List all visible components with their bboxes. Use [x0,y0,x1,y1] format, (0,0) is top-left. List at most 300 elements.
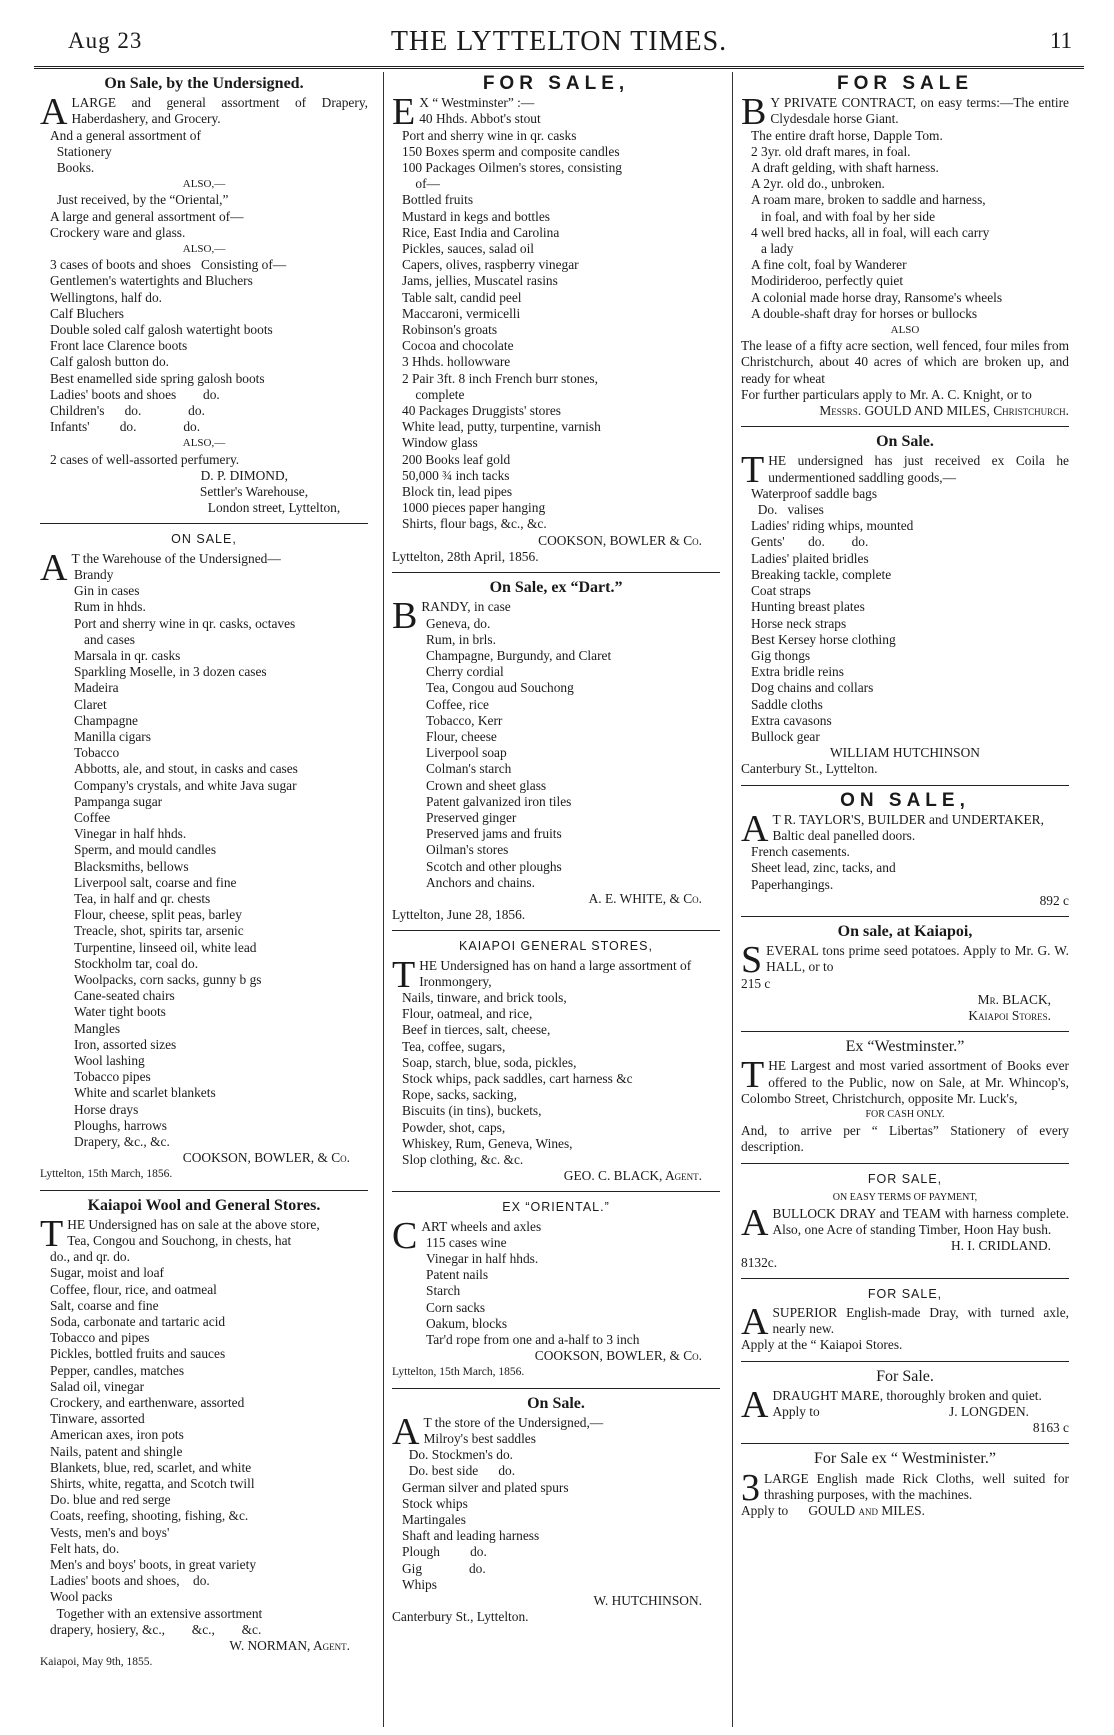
list-item: Double soled calf galosh watertight boots [50,322,273,338]
ad-lines [40,1233,368,1638]
ad-dray [741,1286,1069,1354]
list-item: Pepper, candles, matches [50,1362,185,1378]
list-item: Mangles [74,1020,121,1036]
list-item: Sperm, and mould candles [74,842,217,858]
list-item: Port and sherry wine in qr. casks, octaves [74,615,296,631]
list-item: Vests, men's and boys' [50,1524,170,1540]
list-item: ALSO,— [182,178,226,191]
list-item: Sparkling Moselle, in 3 dozen cases [74,664,267,680]
list-item: Gin in cases [74,583,140,599]
ad-bullock-dray [741,1171,1069,1271]
ad-heading: For Sale. [876,1367,934,1385]
column-2 [392,74,720,1625]
list-item: Water tight boots [74,1004,166,1020]
ad-seed-potatoes [741,924,1069,1024]
ad-lines [741,128,1069,322]
list-item: Do. best side do. [402,1463,516,1479]
list-item: Extra bridle reins [751,664,844,680]
drop-cap: A [40,546,68,589]
ad-heading: Ex “Westminster.” [845,1038,965,1056]
list-item: Calf Bluchers [50,305,125,321]
drop-cap: B [392,595,418,638]
ad-intro: HE undersigned has just received ex Coila he undermentioned saddling goods,— [768,453,1069,485]
ad-hutchinson-saddles [392,1396,720,1626]
ad-heading: On sale, at Kaiapoi, [837,922,973,940]
ad-date: Lyttelton, 15th March, 1856. [40,1168,173,1181]
drop-cap: A [741,807,769,850]
list-item: Wellingtons, half do. [50,289,162,305]
list-item: Salt, coarse and fine [50,1297,159,1313]
ad-line: Apply at the “ Kaiapoi Stores. [741,1337,903,1353]
ad-cookson-warehouse [40,531,368,1182]
ad-heading: On Sale. [527,1394,585,1412]
list-item: Robinson's groats [402,322,498,338]
list-item: Felt hats, do. [50,1540,120,1556]
list-item: Pickles, bottled fruits and sauces [50,1346,226,1362]
list-item: Mustard in kegs and bottles [402,208,551,224]
ad-heading: FOR SALE, [867,1286,943,1301]
list-item: Preserved ginger [426,809,517,825]
ad-lines [40,567,368,1150]
list-item: Coffee, rice [426,696,489,712]
list-item: Geneva, do. [426,615,491,631]
list-item: 2 cases of well-assorted perfumery. [50,451,240,467]
list-item: Plough do. [402,1544,487,1560]
list-item: Coats, reefing, shooting, fishing, &c. [50,1508,249,1524]
list-item: Books. [50,160,95,176]
list-item: Wool packs [50,1589,113,1605]
list-item: Corn sacks [426,1299,486,1315]
list-item: French casements. [751,844,850,860]
ad-heading: ON SALE, [171,532,237,547]
list-item: 50,000 ¾ inch tacks [402,467,510,483]
list-item: Stock whips [402,1495,468,1511]
list-item: Tea, in half and qr. chests [74,890,211,906]
ad-signature: WILLIAM HUTCHINSON [830,745,980,761]
ad-heading: On Sale. [876,433,934,451]
list-item: a lady [751,241,794,257]
ad-paragraph: The lease of a fifty acre section, well fenced, four miles from Christchurch, about 40 acres of which are broken up, and ready for wheat [741,338,1069,386]
ad-heading: On Sale, by the Undersigned. [104,75,304,92]
list-item: Port and sherry wine in qr. casks [402,127,577,143]
drop-cap: A [741,1202,769,1244]
list-item: Whiskey, Rum, Geneva, Wines, [402,1135,573,1151]
ad-signature: J. LONGDEN. [949,1404,1029,1420]
list-item: Ploughs, harrows [74,1117,167,1133]
ad-saddling-goods [741,434,1069,777]
list-item: Tobacco, Kerr [426,712,503,728]
ad-private-contract [741,73,1069,419]
ad-date: Lyttelton, June 28, 1856. [392,907,526,923]
list-item: Marsala in qr. casks [74,647,181,663]
list-item: Flour, oatmeal, and rice, [402,1006,533,1022]
ad-westminster-for-sale [392,73,720,565]
ad-heading: FOR SALE, [482,73,630,94]
list-item: 4 well bred hacks, all in foal, will each carry [751,224,990,240]
ad-lines [392,111,720,532]
list-item: Preserved jams and fruits [426,826,562,842]
list-item: Vinegar in half hhds. [74,826,187,842]
ad-rick-cloths [741,1451,1069,1519]
list-item: Calf galosh button do. [50,354,170,370]
list-item: Maccaroni, vermicelli [402,305,521,321]
list-item: Wool lashing [74,1052,145,1068]
list-item: Ladies' boots and shoes, do. [50,1573,210,1589]
drop-cap: T [392,953,416,996]
ad-heading: For Sale ex “ Westminister.” [814,1450,996,1468]
ad-number: 892 c [1039,892,1069,908]
list-item: Pampanga sugar [74,793,163,809]
list-item: A large and general assortment of— [50,208,244,224]
ad-lines [392,974,720,1168]
ad-intro: T R. TAYLOR'S, BUILDER and UNDERTAKER, [772,811,1044,827]
list-item: Patent nails [426,1267,489,1283]
ad-intro: ART wheels and axles [421,1218,542,1234]
list-item: And a general assortment of [50,127,201,143]
drop-cap: A [741,1383,769,1426]
list-item: Hunting breast plates [751,599,865,615]
list-item: Ladies' boots and shoes do. [50,386,220,402]
drop-cap: T [741,1054,765,1097]
list-item: Ironmongery, [419,973,492,989]
list-item: Anchors and chains. [426,874,535,890]
ad-number: 8132c. [741,1254,778,1270]
list-item: 100 Packages Oilmen's stores, consisting [402,160,622,176]
list-item: Tinware, assorted [50,1411,145,1427]
issue-date: Aug 23 [68,28,143,53]
list-item: Table salt, candid peel [402,289,522,305]
newspaper-title: THE LYTTELTON TIMES. [390,26,728,57]
list-item: Dog chains and collars [751,680,874,696]
list-item: Stationery [50,143,112,159]
list-item: Claret [74,696,107,712]
ad-heading: FOR SALE [836,73,974,94]
ad-date: Canterbury St., Lyttelton. [392,1609,529,1625]
list-item: 40 Hhds. Abbot's stout [419,111,541,127]
list-item: drapery, hosiery, &c., &c., &c. [50,1621,262,1637]
ad-date: Lyttelton, 15th March, 1856. [392,1366,525,1379]
list-item: A roam mare, broken to saddle and harness, [751,192,986,208]
drop-cap: T [741,449,765,492]
ad-heading: KAIAPOI GENERAL STORES, [459,939,653,954]
list-item: Do. blue and red serge [50,1492,171,1508]
list-item: do., and qr. do. [50,1249,130,1265]
ad-kaiapoi-general [392,938,720,1184]
list-item: Soap, starch, blue, soda, pickles, [402,1054,577,1070]
list-item: Sugar, moist and loaf [50,1265,165,1281]
ad-signature: D. P. DIMOND, [200,467,288,483]
list-item: Soda, carbonate and tartaric acid [50,1314,226,1330]
list-item: Starch [426,1283,461,1299]
list-item: Salad oil, vinegar [50,1378,145,1394]
drop-cap: 3 [741,1466,760,1509]
list-item: A 2yr. old do., unbroken. [751,176,885,192]
list-item: 40 Packages Druggists' stores [402,403,561,419]
drop-cap: B [741,91,767,134]
list-item: Best Kersey horse clothing [751,631,896,647]
page-number: 11 [1049,28,1072,53]
list-item: Biscuits (in tins), buckets, [402,1103,542,1119]
ad-signature: GOULD and MILES. [808,1503,925,1519]
ad-lines [741,828,1069,893]
ad-signature: COOKSON, BOWLER, & Co. [534,1348,702,1364]
list-item: Front lace Clarence boots [50,338,188,354]
ad-signature: COOKSON, BOWLER, & Co. [182,1150,350,1166]
list-item: A draft gelding, with shaft harness. [751,160,939,176]
ad-signature: W. HUTCHINSON. [593,1593,702,1609]
list-item: Powder, shot, caps, [402,1119,506,1135]
list-item: Modirideroo, perfectly quiet [751,273,904,289]
list-item: Liverpool salt, coarse and fine [74,874,237,890]
list-item: Beef in tierces, salt, cheese, [402,1022,551,1038]
ad-intro: T the store of the Undersigned,— [423,1414,604,1430]
ad-signature: GEO. C. BLACK, Agent. [563,1168,702,1184]
list-item: Best enamelled side spring galosh boots [50,370,265,386]
list-item: Men's and boys' boots, in great variety [50,1557,257,1573]
list-item: Rice, East India and Carolina [402,224,560,240]
ad-signature: Messrs. GOULD AND MILES, Christchurch. [819,403,1069,419]
ad-signature: COOKSON, BOWLER & Co. [538,532,702,548]
list-item: complete [402,386,465,402]
list-item: Jams, jellies, Muscatel rasins [402,273,558,289]
ad-address: Kaiapoi Stores. [968,1007,1051,1023]
ad-heading: EX “ORIENTAL.” [502,1200,610,1215]
list-item: 200 Books leaf gold [402,451,511,467]
list-item: Cherry cordial [426,664,504,680]
list-item: ALSO,— [182,243,226,256]
ad-line: Apply to [772,1404,820,1420]
ad-taylor-builder [741,789,1069,909]
list-item: Vinegar in half hhds. [426,1251,539,1267]
list-item: Shaft and leading harness [402,1528,540,1544]
list-item: 2 Pair 3ft. 8 inch French burr stones, [402,370,598,386]
ad-signature: W. NORMAN, Agent. [229,1638,350,1654]
ad-number: 215 c [741,975,771,991]
list-item: Tea, Congou and Souchong, in chests, hat [67,1233,292,1249]
ad-date: Lyttelton, 28th April, 1856. [392,548,539,564]
ad-heading: FOR SALE, [867,1171,943,1186]
list-item: Woolpacks, corn sacks, gunny b gs [74,971,262,987]
list-item: Gents' do. do. [751,534,869,550]
ad-date: Kaiapoi, May 9th, 1855. [40,1656,153,1669]
list-item: Cocoa and chocolate [402,338,514,354]
ad-dart [392,580,720,923]
drop-cap: S [741,939,763,982]
masthead [34,26,1084,69]
drop-cap: A [40,91,68,134]
list-item: Treacle, shot, spirits tar, arsenic [74,923,244,939]
ad-oriental [392,1199,720,1380]
ad-also: ALSO [890,324,920,337]
ad-paragraph: And, to arrive per “ Libertas” Stationery of every description. [741,1123,1069,1155]
list-item: Flour, cheese, split peas, barley [74,907,242,923]
list-item: Brandy [74,566,114,582]
drop-cap: C [392,1214,418,1257]
ad-terms: FOR CASH ONLY. [865,1108,945,1120]
list-item: Drapery, &c., &c. [74,1134,170,1149]
list-item: in foal, and with foal by her side [751,208,936,224]
list-item: Rope, sacks, sacking, [402,1087,517,1103]
list-item: The entire draft horse, Dapple Tom. [751,127,943,143]
ad-heading: ON SALE, [840,789,970,811]
list-item: Window glass [402,435,478,451]
list-item: Extra cavasons [751,712,832,728]
ad-lines [392,1431,720,1593]
list-item: 3 Hhds. hollowware [402,354,511,370]
list-item: Horse drays [74,1101,139,1117]
ad-intro: BULLOCK DRAY and TEAM with harness complete. Also, one Acre of standing Timber, Hoon Hay bush. [772,1206,1069,1238]
list-item: German silver and plated spurs [402,1479,569,1495]
list-item: Tar'd rope from one and a-half to 3 inch [426,1332,640,1348]
drop-cap: E [392,91,416,134]
list-item: Just received, by the “Oriental,” [50,192,229,208]
ad-signature: Mr. BLACK, [977,991,1051,1007]
list-item: Tobacco [74,745,120,761]
ad-intro: HE Undersigned has on hand a large assortment of [419,957,692,973]
list-item: Ladies' plaited bridles [751,550,869,566]
list-item: Whips [402,1576,437,1592]
list-item: Colman's starch [426,761,512,777]
list-item: White and scarlet blankets [74,1085,216,1101]
ad-intro: HE Largest and most varied assortment of Books ever offered to the Public, now on Sale, at Mr. Whincop's, Colombo Street, Christchurch, opposite Mr. Luck's, [741,1058,1069,1106]
list-item: Blacksmiths, bellows [74,858,189,874]
ad-lines [392,1235,720,1348]
list-item: Coffee [74,809,111,825]
list-item: Scotch and other ploughs [426,858,562,874]
list-item: Infants' do. do. [50,419,201,435]
list-item: Blankets, blue, red, scarlet, and white [50,1459,252,1475]
list-item: Rum in hhds. [74,599,146,615]
list-item: Stockholm tar, coal do. [74,955,199,971]
ad-books [741,1039,1069,1155]
list-item: Ladies' riding whips, mounted [751,518,914,534]
column-rule [383,72,384,1727]
list-item: Crown and sheet glass [426,777,547,793]
ad-number: 8163 c [1032,1420,1069,1436]
ad-draught-mare [741,1369,1069,1437]
list-item: Children's do. do. [50,403,205,419]
list-item: Flour, cheese [426,728,497,744]
list-item: 2 3yr. old draft mares, in foal. [751,143,911,159]
list-item: 3 cases of boots and shoes Consisting of— [50,257,287,273]
ad-terms: ON EASY TERMS OF PAYMENT, [832,1191,978,1203]
ad-heading: Kaiapoi Wool and General Stores. [87,1196,321,1214]
ad-intro: LARGE English made Rick Cloths, well suited for thrashing purposes, with the machines. [764,1470,1069,1502]
list-item: Saddle cloths [751,696,823,712]
list-item: Together with an extensive assortment [50,1605,263,1621]
list-item: Gig do. [402,1560,486,1576]
list-item: White lead, putty, turpentine, varnish [402,419,601,435]
list-item: 115 cases wine [426,1234,507,1250]
list-item: A double-shaft dray for horses or bullocks [751,305,978,321]
ad-intro: RANDY, in case [421,599,511,615]
list-item: 1000 pieces paper hanging [402,500,546,516]
list-item: Horse neck straps [751,615,847,631]
list-item: American axes, iron pots [50,1427,184,1443]
column-rule [732,72,733,1727]
list-item: Turpentine, linseed oil, white lead [74,939,257,955]
list-item: Slop clothing, &c. &c. [402,1152,524,1167]
ad-intro: LARGE and general assortment of Drapery, Haberdashery, and Grocery. [71,95,368,127]
list-item: Crockery, and earthenware, assorted [50,1395,245,1411]
list-item: Oakum, blocks [426,1315,508,1331]
list-item: Waterproof saddle bags [751,485,878,501]
list-item: Breaking tackle, complete [751,566,892,582]
list-item: Abbotts, ale, and stout, in casks and cases [74,761,298,777]
ad-lines [741,486,1069,745]
ad-line: Apply to [741,1503,789,1519]
ad-intro: HE Undersigned has on sale at the above store, [67,1216,320,1232]
list-item: Iron, assorted sizes [74,1036,177,1052]
list-item: Baltic deal panelled doors. [772,827,916,843]
list-item: Rum, in brls. [426,631,496,647]
list-item: Champagne, Burgundy, and Claret [426,647,612,663]
list-item: Bullock gear [751,728,820,744]
list-item: Oilman's stores [426,842,509,858]
ad-kaiapoi-wool [40,1198,368,1671]
list-item: Tea, Congou aud Souchong [426,680,574,696]
ad-intro: X “ Westminster” :— [419,95,535,111]
list-item: Stock whips, pack saddles, cart harness &c [402,1070,633,1086]
list-item: Block tin, lead pipes [402,484,513,500]
drop-cap: T [40,1212,64,1255]
list-item: Shirts, white, regatta, and Scotch twill [50,1476,255,1492]
ad-lines [40,128,368,468]
list-item: Capers, olives, raspberry vinegar [402,257,579,273]
list-item: Coat straps [751,583,811,599]
list-item: Liverpool soap [426,745,507,761]
list-item: Coffee, flour, rice, and oatmeal [50,1281,217,1297]
ad-heading: On Sale, ex “Dart.” [489,579,623,597]
list-item: Shirts, flour bags, &c., &c. [402,516,547,532]
list-item: Paperhangings. [751,876,834,892]
column-3 [741,74,1069,1519]
list-item: Martingales [402,1512,466,1528]
ad-intro: Y PRIVATE CONTRACT, on easy terms:—The entire Clydesdale horse Giant. [770,95,1069,127]
list-item: Tobacco pipes [74,1069,151,1085]
list-item: Sheet lead, zinc, tacks, and [751,860,896,876]
list-item: ALSO,— [182,437,226,450]
list-item: Do. Stockmen's do. [402,1447,514,1463]
list-item: 150 Boxes sperm and composite candles [402,143,620,159]
list-item: Manilla cigars [74,728,151,744]
list-item: Champagne [74,712,138,728]
ad-dimond [40,76,368,516]
list-item: Gentlemen's watertights and Bluchers [50,273,253,289]
list-item: Tobacco and pipes [50,1330,150,1346]
list-item: Crockery ware and glass. [50,224,186,240]
list-item: Pickles, sauces, salad oil [402,241,535,257]
list-item: Madeira [74,680,119,696]
list-item: and cases [74,631,135,647]
list-item: Patent galvanized iron tiles [426,793,572,809]
list-item: Gig thongs [751,647,811,663]
ad-intro: T the Warehouse of the Undersigned— [71,550,281,566]
ad-address: London street, Lyttelton, [207,500,341,516]
ad-intro: SUPERIOR English-made Dray, with turned axle, nearly new. [772,1305,1069,1337]
ad-address: Settler's Warehouse, [199,484,309,500]
drop-cap: A [392,1410,420,1453]
list-item: of— [402,176,440,192]
ad-paragraph: For further particulars apply to Mr. A. C. Knight, or to [741,386,1032,402]
list-item: Company's crystals, and white Java sugar [74,777,297,793]
list-item: Tea, coffee, sugars, [402,1038,506,1054]
ad-intro: DRAUGHT MARE, thoroughly broken and quiet. [772,1387,1042,1403]
ad-signature: A. E. WHITE, & Co. [588,890,702,906]
list-item: Nails, patent and shingle [50,1443,183,1459]
list-item: Do. valises [751,502,824,518]
ad-lines [392,616,720,891]
